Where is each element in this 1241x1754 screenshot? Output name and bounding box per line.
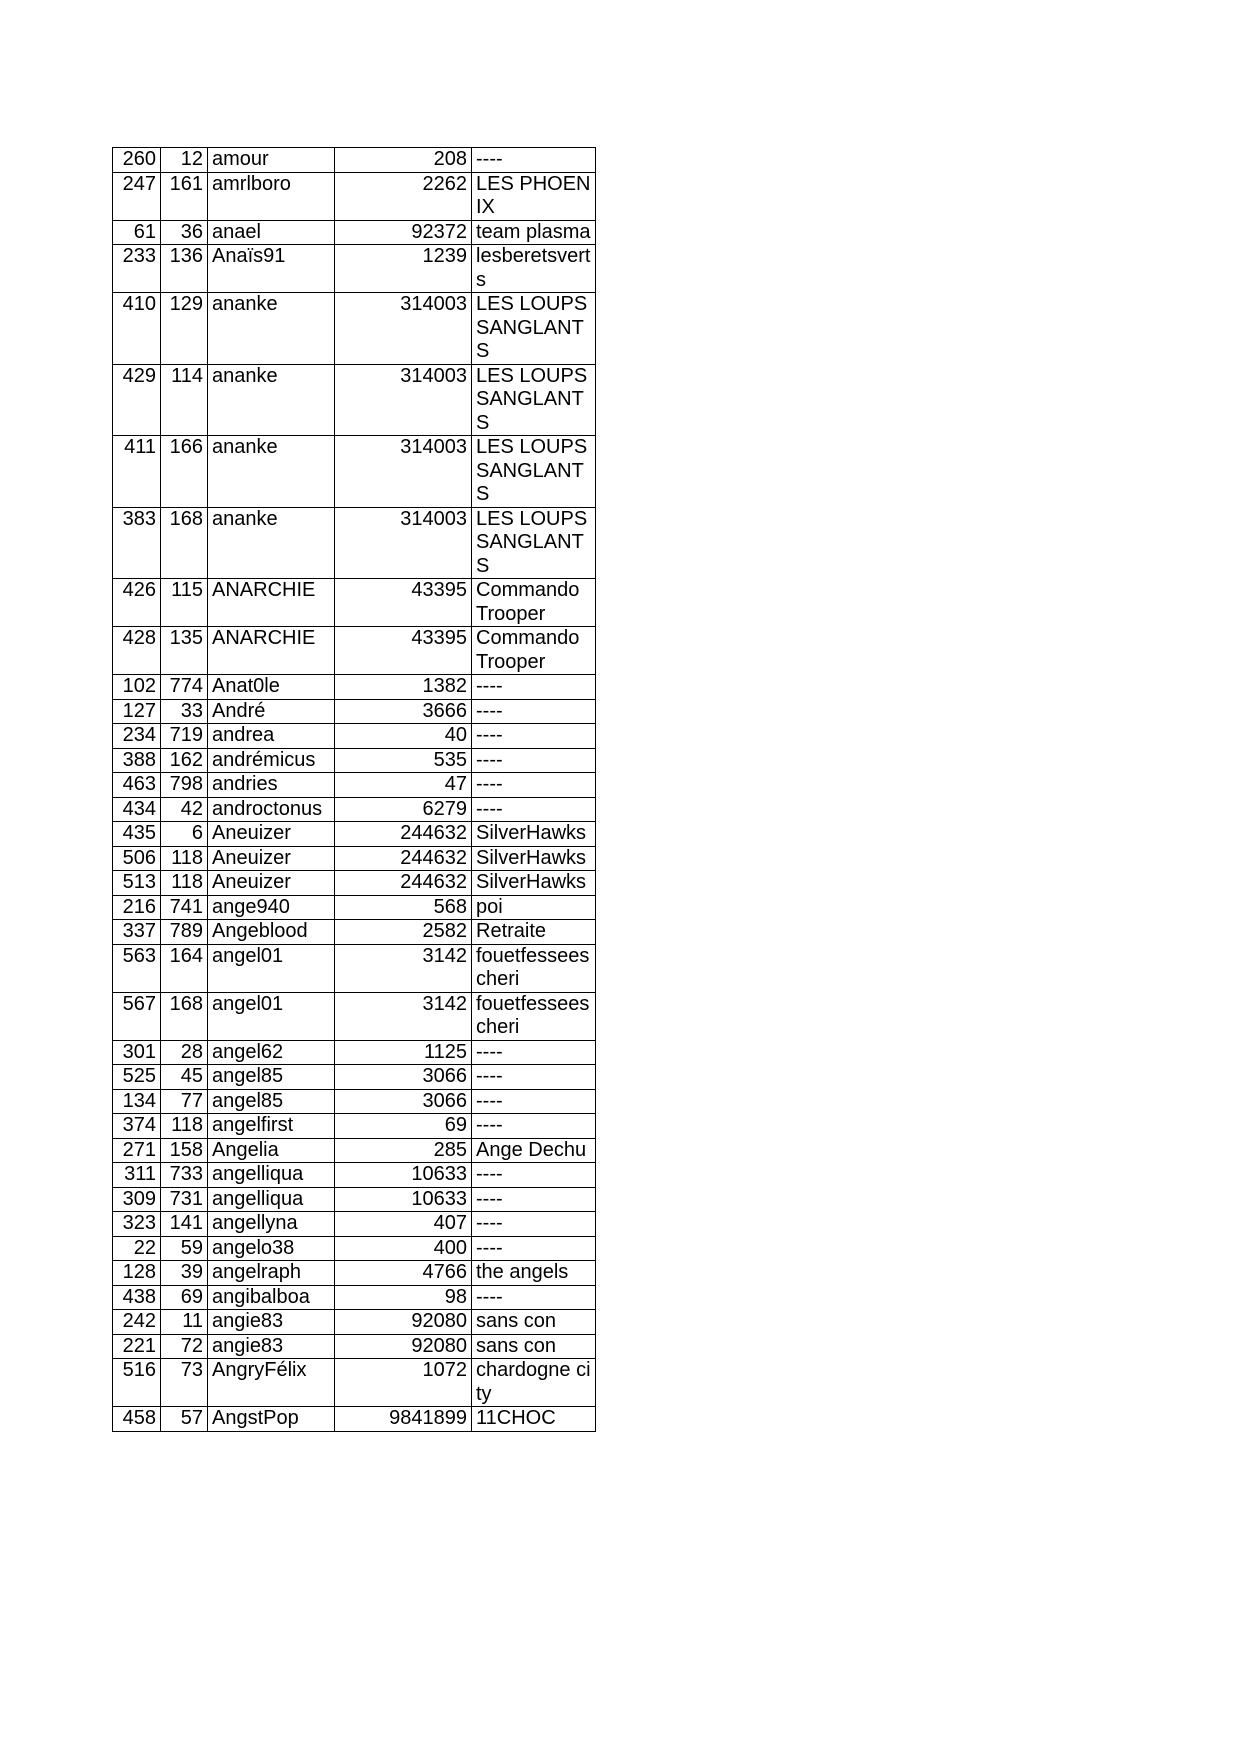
score-cell: 3142 <box>335 944 472 992</box>
score-cell: 69 <box>335 1114 472 1139</box>
id-cell: 719 <box>161 724 208 749</box>
score-cell: 208 <box>335 148 472 173</box>
id-cell: 45 <box>161 1065 208 1090</box>
id-cell: 118 <box>161 846 208 871</box>
table-row <box>113 220 596 245</box>
row-number-cell: 128 <box>113 1261 161 1286</box>
team-name-cell: ---- <box>472 797 596 822</box>
score-cell: 1072 <box>335 1359 472 1407</box>
table-row <box>113 1310 596 1335</box>
id-cell: 129 <box>161 293 208 365</box>
team-name-cell: ---- <box>472 773 596 798</box>
id-cell: 774 <box>161 675 208 700</box>
row-number-cell: 506 <box>113 846 161 871</box>
row-number-cell: 233 <box>113 245 161 293</box>
row-number-cell: 438 <box>113 1285 161 1310</box>
team-name-cell: ---- <box>472 748 596 773</box>
table-row <box>113 1114 596 1139</box>
id-cell: 72 <box>161 1334 208 1359</box>
team-name-cell: ---- <box>472 148 596 173</box>
id-cell: 73 <box>161 1359 208 1407</box>
team-name-cell: Ange Dechu <box>472 1138 596 1163</box>
table-row <box>113 920 596 945</box>
player-name-cell: Anat0le <box>208 675 335 700</box>
row-number-cell: 242 <box>113 1310 161 1335</box>
table-row <box>113 1407 596 1432</box>
row-number-cell: 374 <box>113 1114 161 1139</box>
player-name-cell: Anaïs91 <box>208 245 335 293</box>
row-number-cell: 301 <box>113 1040 161 1065</box>
id-cell: 11 <box>161 1310 208 1335</box>
score-cell: 3066 <box>335 1065 472 1090</box>
table-row <box>113 699 596 724</box>
score-cell: 92080 <box>335 1334 472 1359</box>
row-number-cell: 388 <box>113 748 161 773</box>
row-number-cell: 428 <box>113 627 161 675</box>
team-name-cell: chardogne city <box>472 1359 596 1407</box>
player-name-cell: androctonus <box>208 797 335 822</box>
id-cell: 162 <box>161 748 208 773</box>
team-name-cell: ---- <box>472 1040 596 1065</box>
id-cell: 158 <box>161 1138 208 1163</box>
table-row <box>113 293 596 365</box>
id-cell: 42 <box>161 797 208 822</box>
player-name-cell: angelliqua <box>208 1187 335 1212</box>
score-cell: 1239 <box>335 245 472 293</box>
id-cell: 168 <box>161 992 208 1040</box>
team-name-cell: fouetfessees cheri <box>472 992 596 1040</box>
player-name-cell: angie83 <box>208 1334 335 1359</box>
row-number-cell: 134 <box>113 1089 161 1114</box>
table-row <box>113 1065 596 1090</box>
table-row <box>113 675 596 700</box>
table-row <box>113 1334 596 1359</box>
id-cell: 57 <box>161 1407 208 1432</box>
team-name-cell: team plasma <box>472 220 596 245</box>
player-name-cell: angelo38 <box>208 1236 335 1261</box>
score-cell: 3142 <box>335 992 472 1040</box>
row-number-cell: 271 <box>113 1138 161 1163</box>
team-name-cell: ---- <box>472 699 596 724</box>
player-name-cell: Aneuizer <box>208 822 335 847</box>
row-number-cell: 525 <box>113 1065 161 1090</box>
player-name-cell: angie83 <box>208 1310 335 1335</box>
table-row <box>113 1040 596 1065</box>
id-cell: 135 <box>161 627 208 675</box>
table-row <box>113 1163 596 1188</box>
row-number-cell: 247 <box>113 172 161 220</box>
team-name-cell: LES LOUPS SANGLANTS <box>472 436 596 508</box>
table-row <box>113 748 596 773</box>
table-row <box>113 1138 596 1163</box>
team-name-cell: Commando Trooper <box>472 627 596 675</box>
player-name-cell: ananke <box>208 436 335 508</box>
score-cell: 314003 <box>335 507 472 579</box>
table-row <box>113 1359 596 1407</box>
team-name-cell: ---- <box>472 1236 596 1261</box>
table-body <box>113 148 596 1432</box>
row-number-cell: 323 <box>113 1212 161 1237</box>
id-cell: 28 <box>161 1040 208 1065</box>
team-name-cell: ---- <box>472 675 596 700</box>
team-name-cell: lesberetsverts <box>472 245 596 293</box>
id-cell: 118 <box>161 1114 208 1139</box>
table-row <box>113 1212 596 1237</box>
row-number-cell: 337 <box>113 920 161 945</box>
row-number-cell: 22 <box>113 1236 161 1261</box>
table-row <box>113 364 596 436</box>
player-name-cell: andrea <box>208 724 335 749</box>
score-cell: 244632 <box>335 871 472 896</box>
table-row <box>113 579 596 627</box>
table-row <box>113 245 596 293</box>
row-number-cell: 127 <box>113 699 161 724</box>
id-cell: 6 <box>161 822 208 847</box>
player-name-cell: André <box>208 699 335 724</box>
score-cell: 400 <box>335 1236 472 1261</box>
score-cell: 43395 <box>335 627 472 675</box>
row-number-cell: 567 <box>113 992 161 1040</box>
player-name-cell: angel85 <box>208 1065 335 1090</box>
id-cell: 115 <box>161 579 208 627</box>
team-name-cell: ---- <box>472 1114 596 1139</box>
table-row <box>113 1089 596 1114</box>
id-cell: 136 <box>161 245 208 293</box>
team-name-cell: sans con <box>472 1334 596 1359</box>
team-name-cell: Commando Trooper <box>472 579 596 627</box>
player-name-cell: Angelia <box>208 1138 335 1163</box>
row-number-cell: 383 <box>113 507 161 579</box>
score-cell: 1382 <box>335 675 472 700</box>
id-cell: 12 <box>161 148 208 173</box>
player-name-cell: Aneuizer <box>208 846 335 871</box>
id-cell: 33 <box>161 699 208 724</box>
player-name-cell: angel01 <box>208 944 335 992</box>
score-cell: 407 <box>335 1212 472 1237</box>
row-number-cell: 434 <box>113 797 161 822</box>
id-cell: 168 <box>161 507 208 579</box>
table-row <box>113 846 596 871</box>
row-number-cell: 513 <box>113 871 161 896</box>
table-row <box>113 773 596 798</box>
id-cell: 77 <box>161 1089 208 1114</box>
id-cell: 114 <box>161 364 208 436</box>
row-number-cell: 458 <box>113 1407 161 1432</box>
player-name-cell: angibalboa <box>208 1285 335 1310</box>
player-name-cell: angelliqua <box>208 1163 335 1188</box>
player-name-cell: angelraph <box>208 1261 335 1286</box>
player-name-cell: angel85 <box>208 1089 335 1114</box>
table-row <box>113 172 596 220</box>
table-row <box>113 895 596 920</box>
id-cell: 118 <box>161 871 208 896</box>
team-name-cell: fouetfessees cheri <box>472 944 596 992</box>
team-name-cell: ---- <box>472 1089 596 1114</box>
score-cell: 2262 <box>335 172 472 220</box>
row-number-cell: 216 <box>113 895 161 920</box>
player-name-cell: anael <box>208 220 335 245</box>
id-cell: 36 <box>161 220 208 245</box>
row-number-cell: 221 <box>113 1334 161 1359</box>
player-name-cell: ANARCHIE <box>208 627 335 675</box>
player-name-cell: angelfirst <box>208 1114 335 1139</box>
score-cell: 314003 <box>335 293 472 365</box>
row-number-cell: 309 <box>113 1187 161 1212</box>
player-name-cell: Angeblood <box>208 920 335 945</box>
score-cell: 98 <box>335 1285 472 1310</box>
player-name-cell: andrémicus <box>208 748 335 773</box>
id-cell: 161 <box>161 172 208 220</box>
id-cell: 164 <box>161 944 208 992</box>
table-row <box>113 1187 596 1212</box>
row-number-cell: 463 <box>113 773 161 798</box>
team-name-cell: LES LOUPS SANGLANTS <box>472 507 596 579</box>
spreadsheet-table <box>112 147 596 1432</box>
id-cell: 141 <box>161 1212 208 1237</box>
team-name-cell: ---- <box>472 724 596 749</box>
score-cell: 47 <box>335 773 472 798</box>
team-name-cell: SilverHawks <box>472 846 596 871</box>
table-row <box>113 797 596 822</box>
team-name-cell: sans con <box>472 1310 596 1335</box>
player-name-cell: AngstPop <box>208 1407 335 1432</box>
table-row <box>113 1261 596 1286</box>
score-cell: 568 <box>335 895 472 920</box>
player-name-cell: amour <box>208 148 335 173</box>
player-name-cell: angel01 <box>208 992 335 1040</box>
player-name-cell: ange940 <box>208 895 335 920</box>
score-cell: 6279 <box>335 797 472 822</box>
player-name-cell: amrlboro <box>208 172 335 220</box>
table-row <box>113 724 596 749</box>
id-cell: 39 <box>161 1261 208 1286</box>
score-cell: 40 <box>335 724 472 749</box>
score-cell: 3666 <box>335 699 472 724</box>
row-number-cell: 311 <box>113 1163 161 1188</box>
table-row <box>113 822 596 847</box>
table-row <box>113 1285 596 1310</box>
table-row <box>113 627 596 675</box>
team-name-cell: LES LOUPS SANGLANTS <box>472 293 596 365</box>
score-cell: 314003 <box>335 436 472 508</box>
score-cell: 10633 <box>335 1163 472 1188</box>
player-name-cell: ananke <box>208 364 335 436</box>
table-row <box>113 871 596 896</box>
id-cell: 59 <box>161 1236 208 1261</box>
id-cell: 69 <box>161 1285 208 1310</box>
team-name-cell: ---- <box>472 1285 596 1310</box>
player-name-cell: Aneuizer <box>208 871 335 896</box>
table-row <box>113 507 596 579</box>
player-name-cell: AngryFélix <box>208 1359 335 1407</box>
row-number-cell: 426 <box>113 579 161 627</box>
player-name-cell: ananke <box>208 507 335 579</box>
player-name-cell: ANARCHIE <box>208 579 335 627</box>
score-cell: 244632 <box>335 846 472 871</box>
team-name-cell: LES LOUPS SANGLANTS <box>472 364 596 436</box>
player-name-cell: angel62 <box>208 1040 335 1065</box>
row-number-cell: 234 <box>113 724 161 749</box>
id-cell: 733 <box>161 1163 208 1188</box>
id-cell: 789 <box>161 920 208 945</box>
row-number-cell: 61 <box>113 220 161 245</box>
id-cell: 166 <box>161 436 208 508</box>
row-number-cell: 102 <box>113 675 161 700</box>
table-row <box>113 944 596 992</box>
table-row <box>113 436 596 508</box>
team-name-cell: ---- <box>472 1163 596 1188</box>
row-number-cell: 260 <box>113 148 161 173</box>
score-cell: 10633 <box>335 1187 472 1212</box>
score-cell: 285 <box>335 1138 472 1163</box>
score-cell: 535 <box>335 748 472 773</box>
id-cell: 798 <box>161 773 208 798</box>
team-name-cell: LES PHOENIX <box>472 172 596 220</box>
score-cell: 1125 <box>335 1040 472 1065</box>
table-row <box>113 148 596 173</box>
row-number-cell: 411 <box>113 436 161 508</box>
score-cell: 314003 <box>335 364 472 436</box>
team-name-cell: Retraite <box>472 920 596 945</box>
team-name-cell: 11CHOC <box>472 1407 596 1432</box>
row-number-cell: 516 <box>113 1359 161 1407</box>
player-name-cell: andries <box>208 773 335 798</box>
row-number-cell: 435 <box>113 822 161 847</box>
row-number-cell: 410 <box>113 293 161 365</box>
row-number-cell: 563 <box>113 944 161 992</box>
team-name-cell: the angels <box>472 1261 596 1286</box>
table-row <box>113 992 596 1040</box>
player-name-cell: ananke <box>208 293 335 365</box>
score-cell: 4766 <box>335 1261 472 1286</box>
id-cell: 731 <box>161 1187 208 1212</box>
score-cell: 244632 <box>335 822 472 847</box>
score-cell: 43395 <box>335 579 472 627</box>
score-cell: 9841899 <box>335 1407 472 1432</box>
team-name-cell: SilverHawks <box>472 871 596 896</box>
score-cell: 92080 <box>335 1310 472 1335</box>
id-cell: 741 <box>161 895 208 920</box>
team-name-cell: ---- <box>472 1065 596 1090</box>
score-cell: 92372 <box>335 220 472 245</box>
score-cell: 2582 <box>335 920 472 945</box>
table-row <box>113 1236 596 1261</box>
team-name-cell: ---- <box>472 1187 596 1212</box>
team-name-cell: ---- <box>472 1212 596 1237</box>
player-name-cell: angellyna <box>208 1212 335 1237</box>
score-cell: 3066 <box>335 1089 472 1114</box>
team-name-cell: SilverHawks <box>472 822 596 847</box>
row-number-cell: 429 <box>113 364 161 436</box>
team-name-cell: poi <box>472 895 596 920</box>
